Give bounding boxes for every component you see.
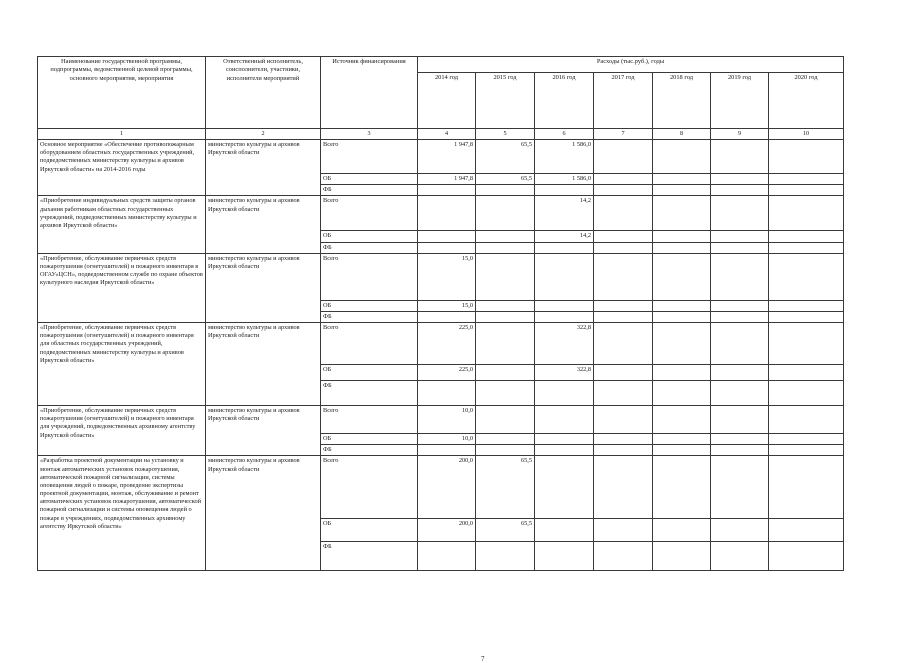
expense-value-2017 [594,519,653,542]
expense-value-2017 [594,311,653,322]
column-number-row [38,129,844,140]
expense-value-2018 [653,406,711,434]
page-number: 7 [481,655,485,663]
expense-value-2018 [653,300,711,311]
expense-value-2017 [594,140,653,174]
expense-value-2019 [711,311,769,322]
expense-value-2015 [476,542,535,571]
expense-value-2018 [653,323,711,365]
expense-value-2017 [594,300,653,311]
expense-value-2020 [769,185,844,196]
program-activity-name: «Приобретение, обслуживание первичных средств пожаротушения (огнетушителей) и пожарного инвентаря в ОГАУ«ЦСН», подведомственном службе по охране объектов культурного наследия Иркутской области» [38,253,206,322]
expense-value-2015 [476,196,535,231]
expense-value-2015 [476,311,535,322]
expense-value-2015: 65,5 [476,174,535,185]
program-activity-name: «Приобретение индивидуальных средств защиты органов дыхания работникам областных государственных учреждений, подведомственных министерству культуры и архивов Иркутской области» [38,196,206,253]
expense-value-2018 [653,253,711,300]
expense-value-2014: 200,0 [418,519,476,542]
expense-value-2015 [476,231,535,242]
column-number: 3 [321,129,418,140]
expense-value-2014 [418,542,476,571]
expense-value-2017 [594,406,653,434]
expense-value-2018 [653,185,711,196]
expense-value-2016 [535,300,594,311]
expense-value-2014 [418,381,476,406]
expense-value-2016 [535,456,594,519]
expense-value-2018 [653,311,711,322]
expense-value-2019 [711,323,769,365]
expense-value-2016 [535,519,594,542]
expense-value-2018 [653,196,711,231]
expense-value-2014: 1 947,8 [418,174,476,185]
expense-value-2019 [711,381,769,406]
header-responsible: Ответственный исполнитель, соисполнители, участники, исполнители мероприятий [206,57,321,129]
expense-value-2014 [418,445,476,456]
expense-value-2014: 1 947,8 [418,140,476,174]
program-activity-name: «Разработка проектной документации на установку и монтаж автоматических установок пожаротушения, автоматической пожарной сигнализации, системы оповещения людей о пожаре, проведение экспертизы проектной документации, монтаж, обслуживание и ремонт автоматических установок пожаротушения, автоматической пожарной сигнализации и системы оповещения людей о пожаре в учреждениях, подведомственных архивному агентству Иркутской области» [38,456,206,571]
header-year: 2019 год [711,73,769,129]
expense-value-2016 [535,406,594,434]
header-funding-source: Источник финансирования [321,57,418,129]
expense-value-2015 [476,381,535,406]
funding-source: ФБ [321,311,418,322]
funding-source: ОБ [321,519,418,542]
expense-value-2015 [476,300,535,311]
expense-value-2014 [418,196,476,231]
program-activity-name: «Приобретение, обслуживание первичных средств пожаротушения (огнетушителей) и пожарного инвентаря для учреждений, подведомственных архивному агентству Иркутской области» [38,406,206,456]
expense-value-2019 [711,242,769,253]
header-year: 2018 год [653,73,711,129]
responsible-executor: министерство культуры и архивов Иркутской области [206,456,321,571]
expense-value-2014: 10,0 [418,434,476,445]
expense-value-2018 [653,174,711,185]
column-number: 10 [769,129,844,140]
expense-value-2019 [711,231,769,242]
document-page [37,56,844,663]
expense-value-2017 [594,434,653,445]
expense-value-2018 [653,140,711,174]
expense-value-2020 [769,242,844,253]
expense-value-2016 [535,445,594,456]
table-row [38,323,844,365]
expense-value-2014: 225,0 [418,365,476,381]
expense-value-2020 [769,196,844,231]
header-year: 2014 год [418,73,476,129]
expense-value-2020 [769,456,844,519]
expense-value-2019 [711,174,769,185]
expense-value-2017 [594,456,653,519]
expense-value-2017 [594,253,653,300]
expense-value-2019 [711,542,769,571]
expense-value-2017 [594,231,653,242]
expense-value-2014: 200,0 [418,456,476,519]
funding-source: ФБ [321,242,418,253]
expense-value-2020 [769,323,844,365]
funding-source: ФБ [321,185,418,196]
expense-value-2017 [594,242,653,253]
expense-value-2020 [769,519,844,542]
expense-value-2020 [769,434,844,445]
expense-value-2016 [535,253,594,300]
expense-value-2017 [594,542,653,571]
funding-source: ОБ [321,174,418,185]
table-row [38,140,844,174]
expense-value-2017 [594,365,653,381]
funding-source: Всего [321,140,418,174]
expense-value-2015 [476,185,535,196]
expense-value-2016 [535,311,594,322]
table-row [38,456,844,519]
responsible-executor: министерство культуры и архивов Иркутской области [206,406,321,456]
column-number: 4 [418,129,476,140]
expense-value-2018 [653,231,711,242]
expense-value-2015: 65,5 [476,519,535,542]
expense-value-2020 [769,140,844,174]
column-number: 8 [653,129,711,140]
expense-value-2020 [769,365,844,381]
expense-value-2019 [711,300,769,311]
funding-source: ФБ [321,445,418,456]
expense-value-2019 [711,140,769,174]
expense-value-2019 [711,519,769,542]
expense-value-2019 [711,196,769,231]
funding-source: ОБ [321,434,418,445]
funding-source: Всего [321,196,418,231]
expense-value-2016: 1 586,0 [535,140,594,174]
expense-value-2016: 14,2 [535,231,594,242]
expense-value-2018 [653,456,711,519]
expense-value-2014: 15,0 [418,300,476,311]
column-number: 7 [594,129,653,140]
expense-value-2020 [769,311,844,322]
funding-source: ФБ [321,542,418,571]
expense-value-2016 [535,185,594,196]
responsible-executor: министерство культуры и архивов Иркутской области [206,253,321,322]
expense-value-2020 [769,174,844,185]
expense-value-2016 [535,242,594,253]
header-year: 2016 год [535,73,594,129]
expense-value-2018 [653,381,711,406]
expense-value-2014 [418,185,476,196]
expense-value-2018 [653,434,711,445]
expense-value-2015 [476,365,535,381]
responsible-executor: министерство культуры и архивов Иркутской области [206,196,321,253]
expense-value-2018 [653,542,711,571]
column-number: 2 [206,129,321,140]
expense-value-2020 [769,300,844,311]
expense-value-2019 [711,445,769,456]
expenditure-table [37,56,844,571]
expense-value-2016: 322,8 [535,365,594,381]
expense-value-2019 [711,365,769,381]
header-year: 2015 год [476,73,535,129]
column-number: 1 [38,129,206,140]
funding-source: Всего [321,253,418,300]
expense-value-2018 [653,242,711,253]
expense-value-2015: 65,5 [476,140,535,174]
expense-value-2019 [711,253,769,300]
expense-value-2017 [594,381,653,406]
expense-value-2018 [653,445,711,456]
expense-value-2015 [476,406,535,434]
column-number: 5 [476,129,535,140]
table-row [38,253,844,300]
expense-value-2020 [769,381,844,406]
expense-value-2014: 225,0 [418,323,476,365]
expense-value-2015 [476,434,535,445]
funding-source: ОБ [321,231,418,242]
responsible-executor: министерство культуры и архивов Иркутской области [206,140,321,196]
funding-source: ОБ [321,365,418,381]
funding-source: Всего [321,323,418,365]
expense-value-2015 [476,242,535,253]
column-number: 6 [535,129,594,140]
expense-value-2017 [594,323,653,365]
expense-value-2014 [418,242,476,253]
funding-source: ОБ [321,300,418,311]
expense-value-2014 [418,311,476,322]
program-activity-name: «Приобретение, обслуживание первичных средств пожаротушения (огнетушителей) и пожарного инвентаря для областных государственных учреждений, подведомственных министерству культуры и архивов Иркутской области» [38,323,206,406]
expense-value-2019 [711,434,769,445]
expense-value-2015 [476,445,535,456]
expense-value-2020 [769,406,844,434]
expense-value-2016 [535,542,594,571]
responsible-executor: министерство культуры и архивов Иркутской области [206,323,321,406]
expense-value-2019 [711,406,769,434]
expense-value-2018 [653,519,711,542]
expense-value-2015 [476,323,535,365]
expense-value-2018 [653,365,711,381]
expense-value-2016: 1 586,0 [535,174,594,185]
table-row [38,406,844,434]
program-activity-name: Основное мероприятие «Обеспечение противопожарным оборудованием областных государственных учреждений, подведомственных министерству культуры и архивов Иркутской области» на 2014-2016 годы [38,140,206,196]
expense-value-2020 [769,253,844,300]
expense-value-2014: 15,0 [418,253,476,300]
table-row [38,196,844,231]
expense-value-2016 [535,381,594,406]
funding-source: ФБ [321,381,418,406]
expense-value-2017 [594,445,653,456]
expense-value-2017 [594,174,653,185]
funding-source: Всего [321,456,418,519]
expense-value-2020 [769,231,844,242]
header-expenses: Расходы (тыс.руб.), годы [418,57,844,73]
table-body [38,57,844,571]
expense-value-2019 [711,185,769,196]
funding-source: Всего [321,406,418,434]
expense-value-2016: 14,2 [535,196,594,231]
expense-value-2017 [594,185,653,196]
header-program-name: Наименование государственной программы, подпрограммы, ведомственной целевой программы, основного мероприятия, мероприятия [38,57,206,129]
expense-value-2017 [594,196,653,231]
header-year: 2017 год [594,73,653,129]
expense-value-2019 [711,456,769,519]
expense-value-2014: 10,0 [418,406,476,434]
header-year: 2020 год [769,73,844,129]
expense-value-2015 [476,253,535,300]
expense-value-2016 [535,434,594,445]
expense-value-2020 [769,445,844,456]
expense-value-2015: 65,5 [476,456,535,519]
expense-value-2020 [769,542,844,571]
expense-value-2016: 322,8 [535,323,594,365]
expense-value-2014 [418,231,476,242]
column-number: 9 [711,129,769,140]
